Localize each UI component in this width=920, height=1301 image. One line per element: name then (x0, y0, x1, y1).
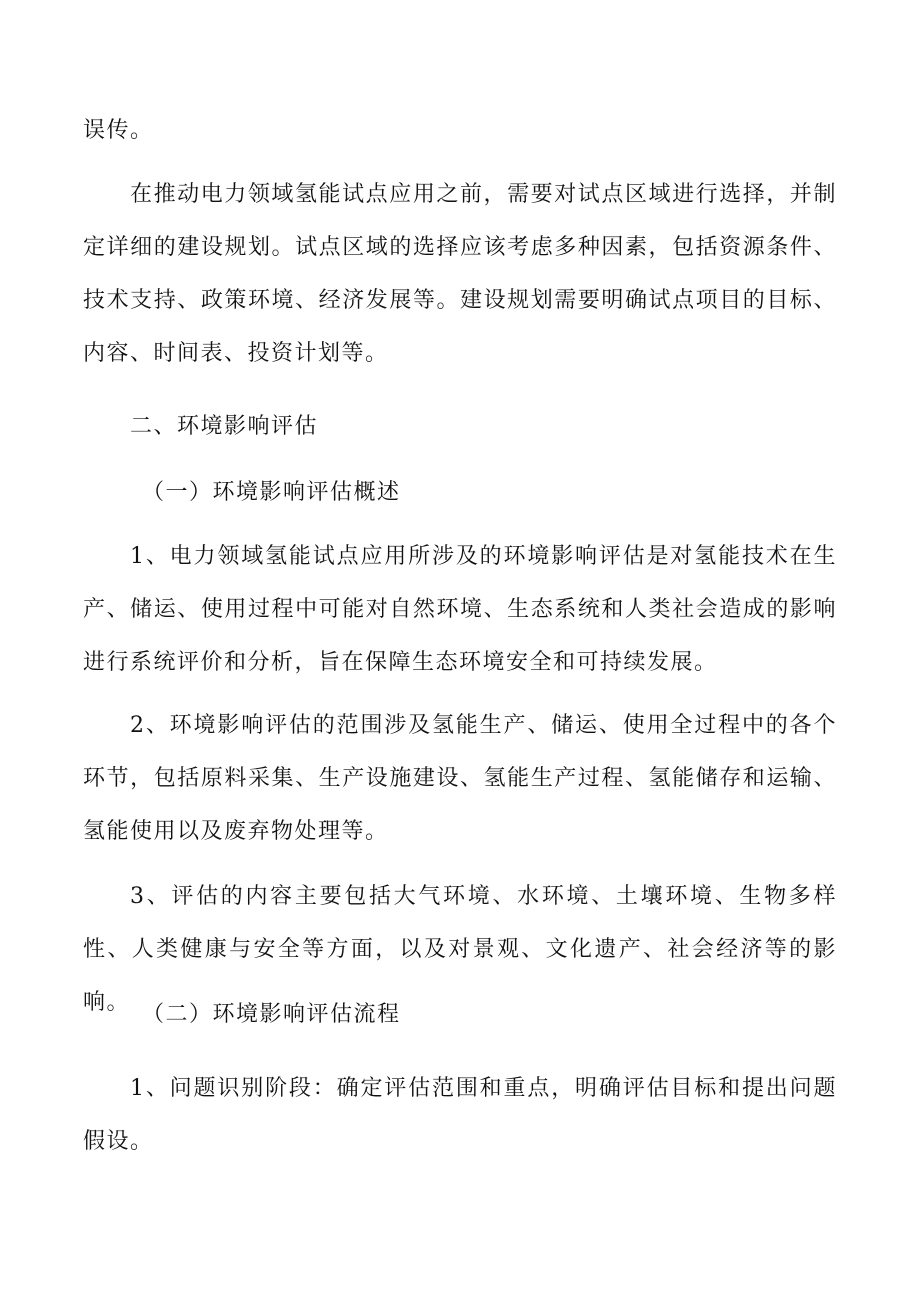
paragraph-item-2: 2、环境影响评估的范围涉及氢能生产、储运、使用全过程中的各个环节，包括原料采集、生产设施建设、氢能生产过程、氢能储存和运输、氢能使用以及废弃物处理等。 (83, 713, 837, 844)
subsection-heading-process: （二）环境影响评估流程 (142, 1002, 401, 1027)
paragraph-item-3: 3、评估的内容主要包括大气环境、水环境、土壤环境、生物多样性、人类健康与安全等方面，以及对景观、文化遗产、社会经济等的影响。 (83, 884, 837, 1015)
paragraph-pilot-planning: 在推动电力领域氢能试点应用之前，需要对试点区域进行选择，并制定详细的建设规划。试点区域的选择应该考虑多种因素，包括资源条件、技术支持、政策环境、经济发展等。建设规划需要明确试点项目的目标、内容、时间表、投资计划等。 (83, 182, 837, 366)
paragraph-item-1: 1、电力领域氢能试点应用所涉及的环境影响评估是对氢能技术在生产、储运、使用过程中可能对自然环境、生态系统和人类社会造成的影响进行系统评价和分析，旨在保障生态环境安全和可持续发展。 (83, 544, 837, 675)
subsection-heading-overview: （一）环境影响评估概述 (142, 480, 401, 505)
section-heading-environmental-assessment: 二、环境影响评估 (130, 414, 319, 439)
paragraph-continuation: 误传。 (83, 118, 154, 143)
paragraph-process-step-1: 1、问题识别阶段：确定评估范围和重点，明确评估目标和提出问题假设。 (83, 1076, 837, 1154)
